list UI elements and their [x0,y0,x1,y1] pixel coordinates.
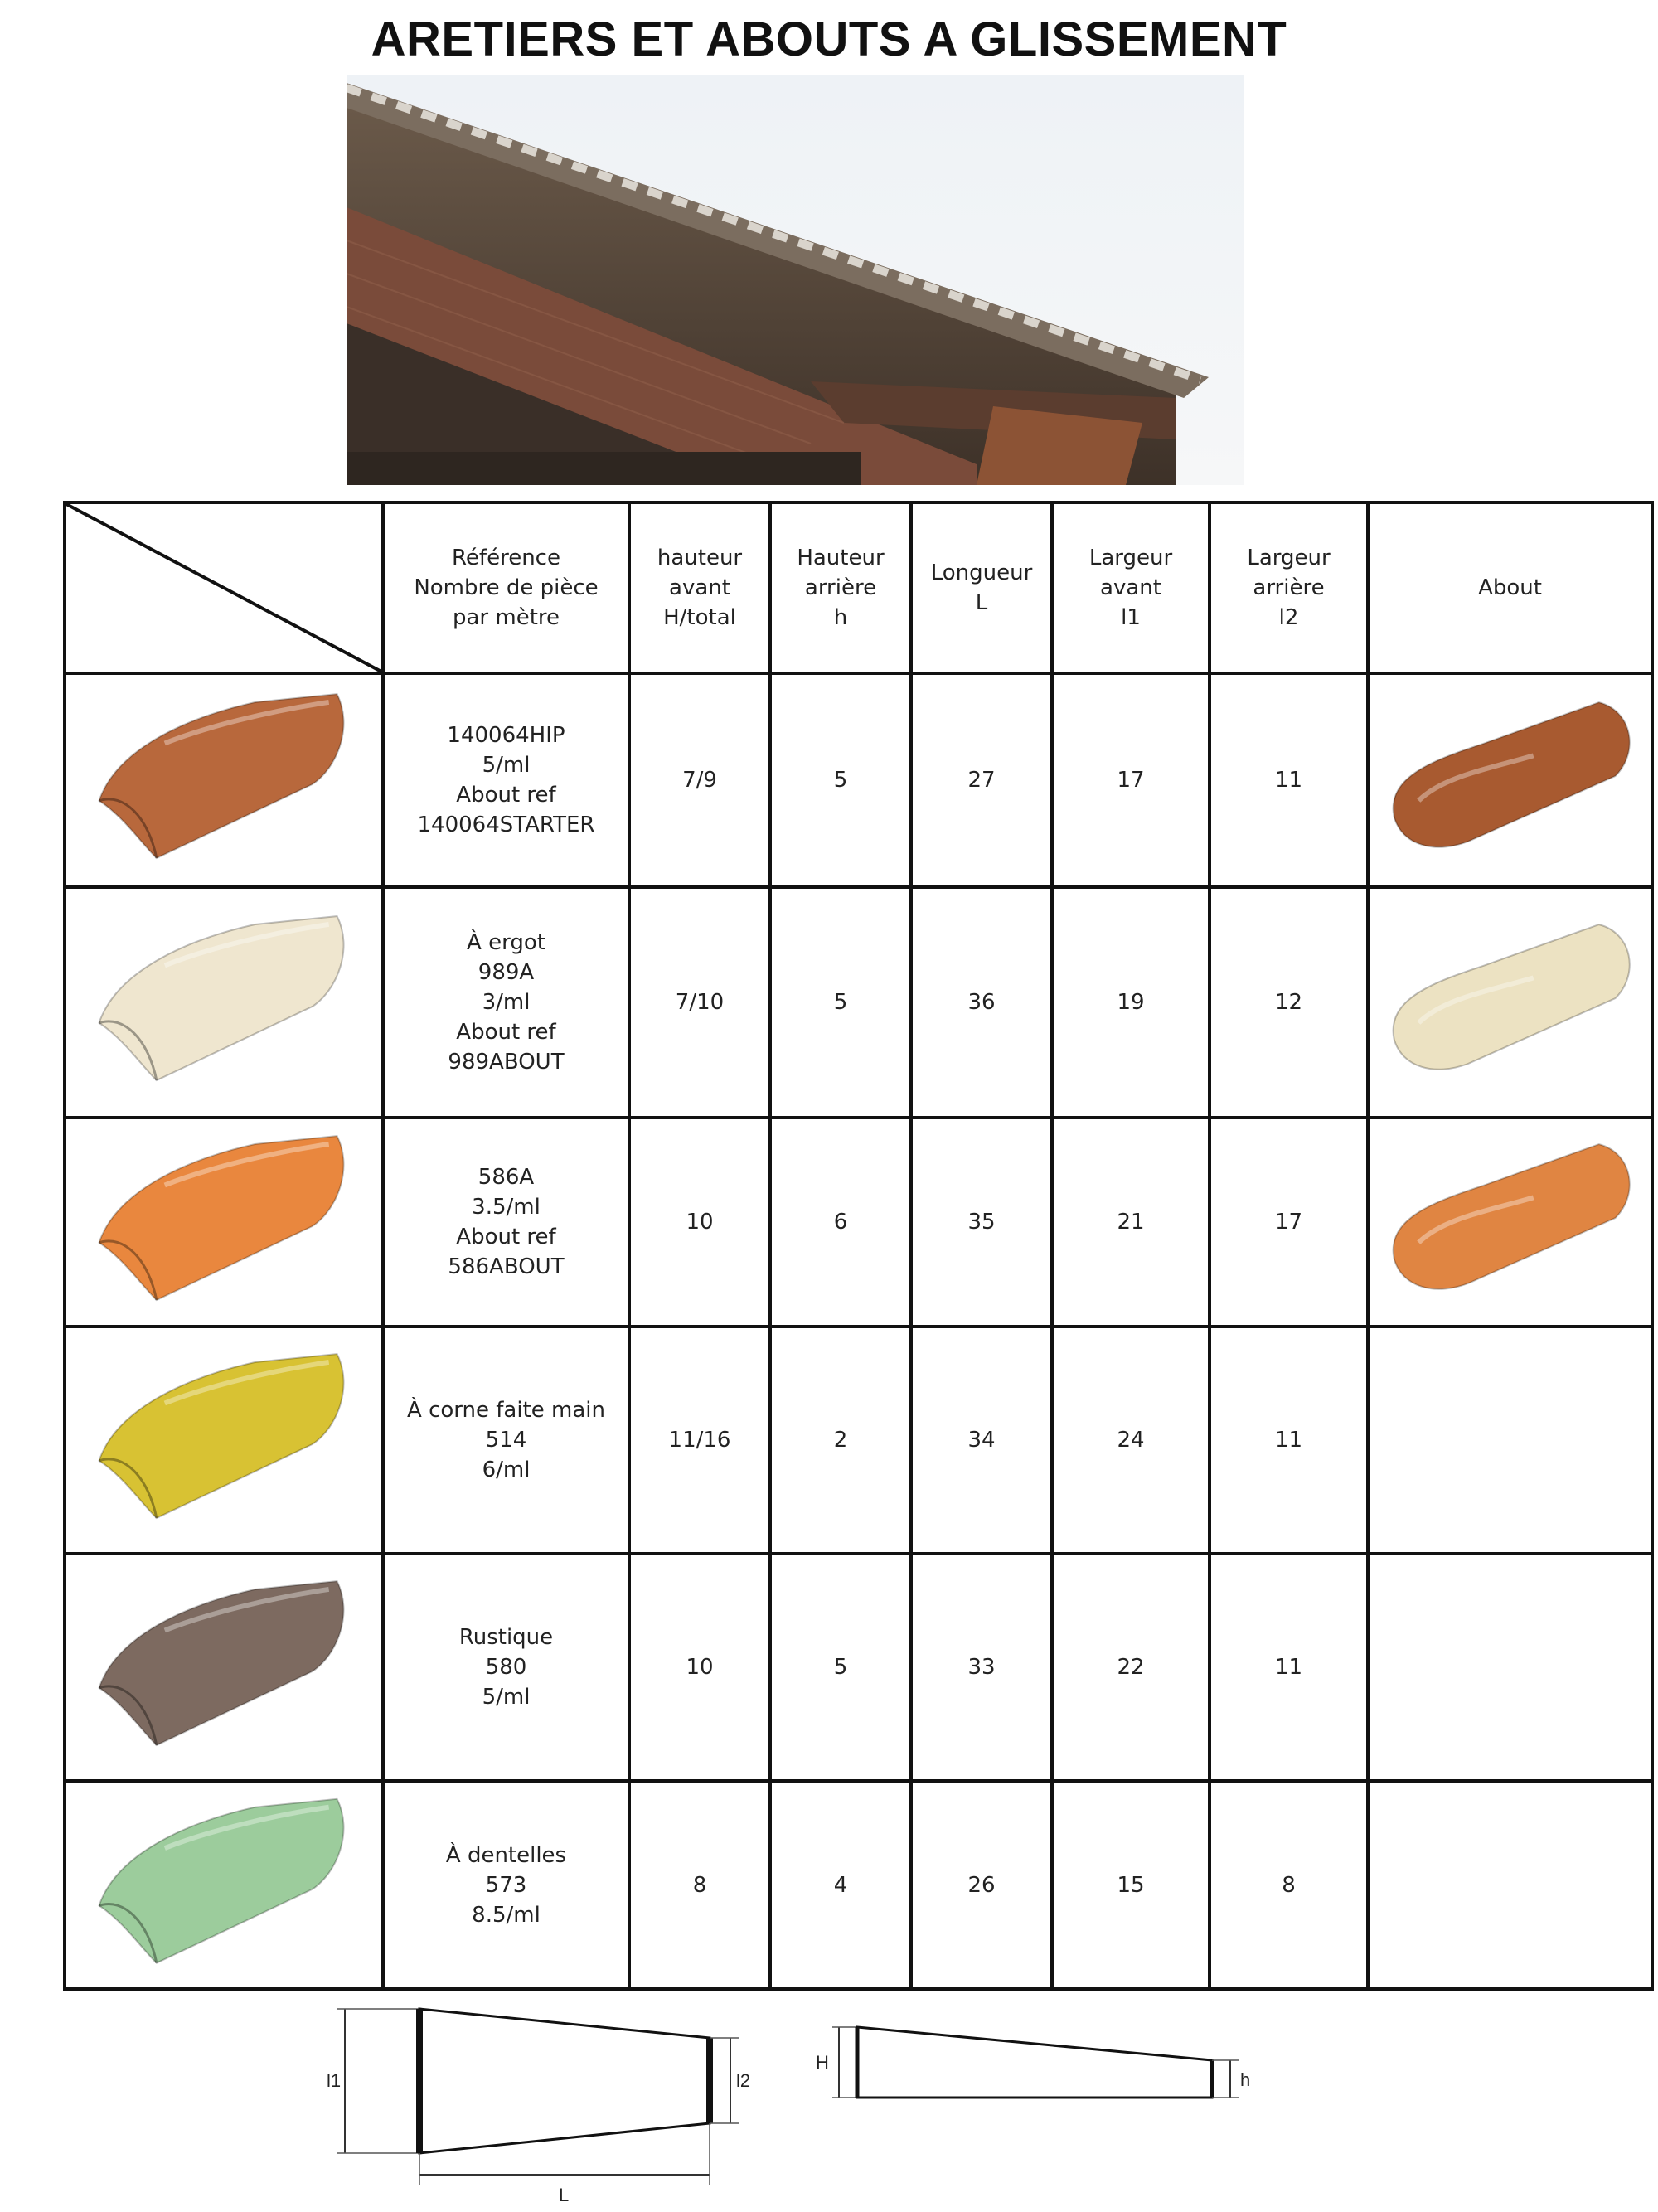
largeur-avant-cell: 22 [1052,1554,1210,1781]
header-hauteur-arriere [770,502,911,673]
about-image-cell [1368,1118,1652,1327]
reference-line: À dentelles [445,1842,567,1868]
hauteur-arriere-cell: 5 [770,673,911,887]
hip-tile-image [66,1328,381,1552]
header-hauteur-avant [629,502,770,673]
reference-line: Rustique [458,1625,554,1650]
about-image-cell [1368,673,1652,887]
reference-cell [383,1781,629,1989]
largeur-avant-cell: 19 [1052,887,1210,1118]
longueur-cell: 34 [911,1327,1052,1554]
about-tile-image [1370,889,1651,1116]
reference-line: 514 [485,1428,527,1453]
label-l2: l2 [736,2070,751,2091]
table-row [65,1327,1652,1554]
longueur-cell: 26 [911,1781,1052,1989]
hip-tile-image [66,1119,381,1325]
header-line: hauteur [657,546,743,570]
header-line: L [975,590,988,615]
largeur-arriere-cell: 11 [1210,673,1368,887]
reference-line: 586ABOUT [448,1254,565,1279]
reference-line: 8.5/ml [472,1902,541,1928]
reference-cell [383,1118,629,1327]
reference-line: 6/ml [482,1458,531,1482]
longueur-cell: 27 [911,673,1052,887]
label-l1: l1 [327,2070,342,2091]
largeur-arriere-cell: 8 [1210,1781,1368,1989]
reference-line: 5/ml [482,1685,531,1710]
hip-tile-image [66,675,381,885]
reference-line: 989ABOUT [448,1050,565,1074]
reference-line: About ref [456,1225,556,1249]
top-view-diagram [320,1994,751,2205]
longueur-cell: 35 [911,1118,1052,1327]
hip-tile-image [66,889,381,1116]
label-H: H [816,2052,829,2073]
largeur-arriere-cell: 17 [1210,1118,1368,1327]
header-line: H/total [663,605,736,630]
hauteur-arriere-cell: 5 [770,1554,911,1781]
header-reference-line: par mètre [452,605,560,630]
header-line: h [833,605,848,630]
reference-line: 140064STARTER [417,813,595,837]
diagonal-line [66,504,381,672]
spec-table [63,501,1654,1991]
header-line: Largeur [1247,546,1331,570]
table-row [65,1554,1652,1781]
reference-cell [383,673,629,887]
largeur-avant-cell: 17 [1052,673,1210,887]
largeur-avant-cell: 21 [1052,1118,1210,1327]
reference-line: À ergot [467,930,545,955]
reference-line: 586A [478,1165,535,1190]
hauteur-arriere-cell: 6 [770,1118,911,1327]
header-line: avant [669,575,730,600]
corner-cell [65,502,383,673]
header-longueur [911,502,1052,673]
about-image-cell [1368,1327,1652,1554]
reference-line: 3/ml [482,990,531,1015]
tile-image-cell [65,673,383,887]
largeur-avant-cell: 24 [1052,1327,1210,1554]
header-largeur-avant [1052,502,1210,673]
header-reference-line: Nombre de pièce [414,575,599,600]
tile-image-cell [65,1781,383,1989]
header-line: Largeur [1088,546,1173,570]
largeur-avant-cell: 15 [1052,1781,1210,1989]
largeur-arriere-cell: 11 [1210,1327,1368,1554]
header-line: l1 [1121,605,1141,630]
largeur-arriere-cell: 11 [1210,1554,1368,1781]
table-row [65,1781,1652,1989]
reference-line: 140064HIP [447,723,565,748]
reference-cell [383,1554,629,1781]
reference-line: 3.5/ml [472,1195,541,1220]
hauteur-avant-cell: 8 [629,1781,770,1989]
reference-line: 573 [485,1872,527,1898]
header-row [65,502,1652,673]
page-title: ARETIERS ET ABOUTS A GLISSEMENT [371,12,1287,66]
header-reference [383,502,629,673]
table-row [65,673,1652,887]
tile-image-cell [65,1327,383,1554]
reference-line: 580 [485,1655,527,1680]
tile-image-cell [65,1554,383,1781]
header-line: l2 [1278,605,1299,630]
header-line: arrière [804,575,877,600]
reference-line: About ref [456,1020,556,1045]
longueur-cell: 33 [911,1554,1052,1781]
header-largeur-arriere [1210,502,1368,673]
header-reference-line: Référence [452,546,560,570]
reference-line: About ref [456,783,556,808]
header-line: Longueur [930,560,1033,585]
tile-image-cell [65,887,383,1118]
header-about: About [1368,502,1652,673]
reference-line: 5/ml [482,753,531,778]
largeur-arriere-cell: 12 [1210,887,1368,1118]
hauteur-avant-cell: 10 [629,1554,770,1781]
table-row [65,1118,1652,1327]
about-tile-image [1370,1119,1651,1325]
reference-cell [383,1327,629,1554]
hauteur-arriere-cell: 2 [770,1327,911,1554]
hip-tile-image [66,1783,381,1987]
hauteur-avant-cell: 11/16 [629,1327,770,1554]
about-tile-image [1370,675,1651,885]
longueur-cell: 36 [911,887,1052,1118]
hauteur-avant-cell: 10 [629,1118,770,1327]
tile-image-cell [65,1118,383,1327]
reference-line: 989A [478,960,535,985]
hauteur-avant-cell: 7/10 [629,887,770,1118]
about-image-cell [1368,1781,1652,1989]
side-view-diagram [816,2023,1263,2114]
label-h: h [1240,2069,1251,2090]
label-L: L [559,2185,570,2205]
header-line: avant [1100,575,1161,600]
header-line: Hauteur [797,546,885,570]
hip-tile-image [66,1555,381,1779]
roof-eave-photo [347,75,1244,485]
header-line: arrière [1253,575,1325,600]
hauteur-arriere-cell: 5 [770,887,911,1118]
hauteur-avant-cell: 7/9 [629,673,770,887]
about-image-cell [1368,887,1652,1118]
reference-line: À corne faite main [407,1398,605,1423]
about-image-cell [1368,1554,1652,1781]
hauteur-arriere-cell: 4 [770,1781,911,1989]
table-row [65,887,1652,1118]
reference-cell [383,887,629,1118]
